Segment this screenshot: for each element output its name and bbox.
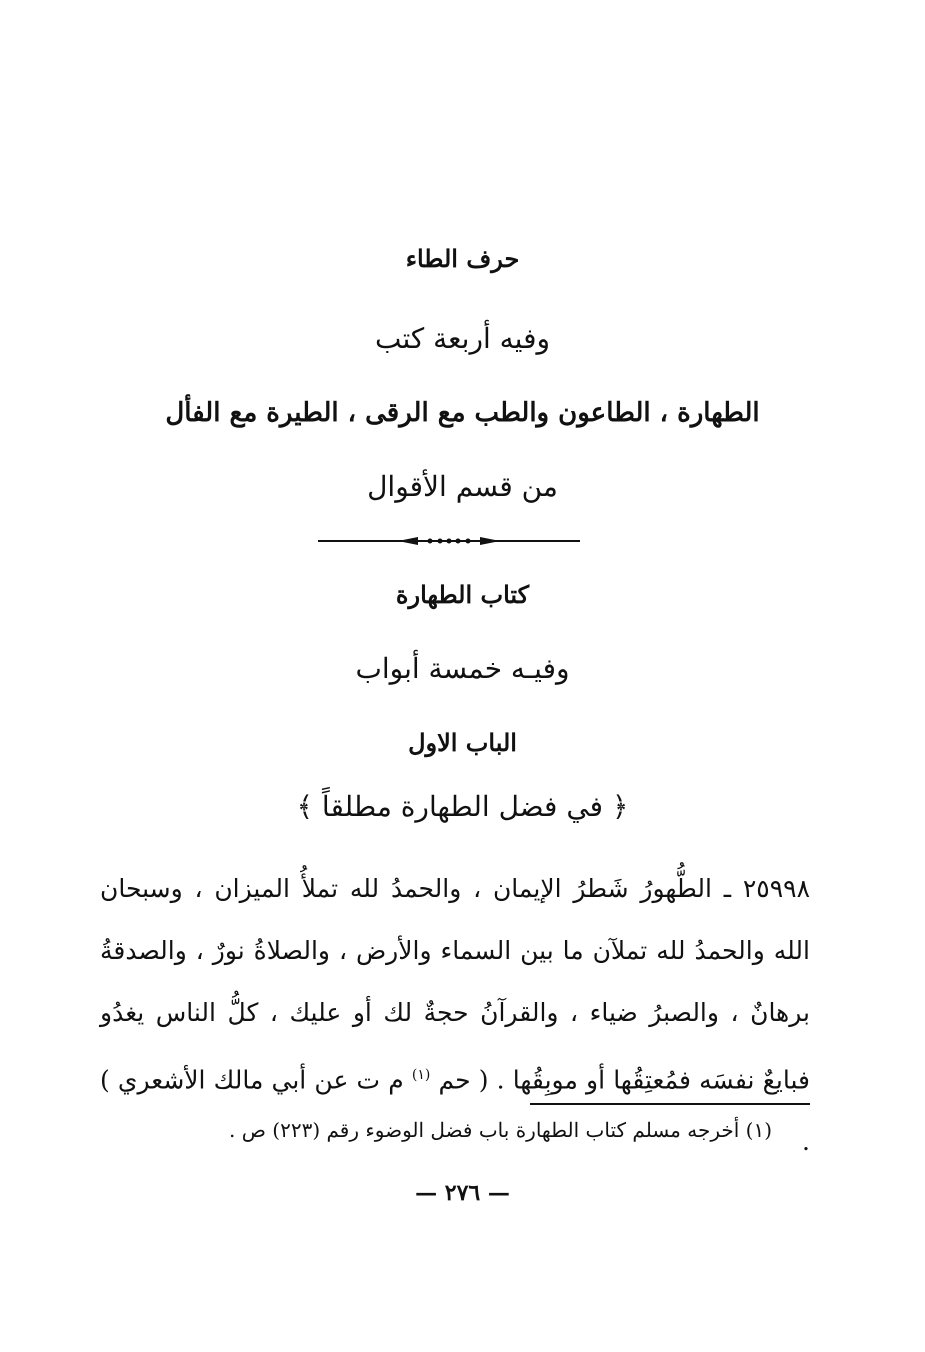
footnote: (١) أخرجه مسلم كتاب الطهارة باب فضل الوضوء رقم (٢٢٣) ص .: [229, 1118, 772, 1142]
letter-heading: حرف الطاء: [405, 244, 520, 273]
ornamental-divider: [318, 536, 580, 546]
hadith-number: ٢٥٩٩٨: [742, 874, 810, 903]
chapters-count: وفيـه خمسة أبواب: [355, 652, 570, 685]
book-title: كتاب الطهارة: [395, 580, 530, 609]
section-heading: من قسم الأقوال: [367, 470, 558, 503]
hadith-source: م ت عن أبي مالك الأشعري ) .: [100, 1065, 810, 1157]
books-list-heading: الطهارة ، الطاعون والطب مع الرقى ، الطيرة مع الفأل: [165, 398, 760, 428]
chapter-subject: ﴿ في فضل الطهارة مطلقاً ﴾: [296, 790, 629, 823]
page-number: — ٢٧٦ —: [415, 1180, 510, 1206]
footnote-rule: [530, 1103, 810, 1105]
books-count-heading: وفيه أربعة كتب: [374, 322, 551, 355]
footnote-marker: (١): [411, 1067, 431, 1083]
hadith-text: ـ الطُّهورُ شَطرُ الإيمان ، والحمدُ لله تملأُ الميزان ، وسبحان الله والحمدُ لله تملآن ما بين السماء والأرض ، والصلاةُ نورٌ ، والصدقةُ برهانٌ ، والصبرُ ضياء ، والقرآنُ حجةٌ لك أو عليك ، كلُّ الناس يغدُو فبايعٌ نفسَه فمُعتِقُها أو موبِقُها . ( حم: [100, 874, 810, 1095]
chapter-title: الباب الاول: [408, 728, 517, 757]
